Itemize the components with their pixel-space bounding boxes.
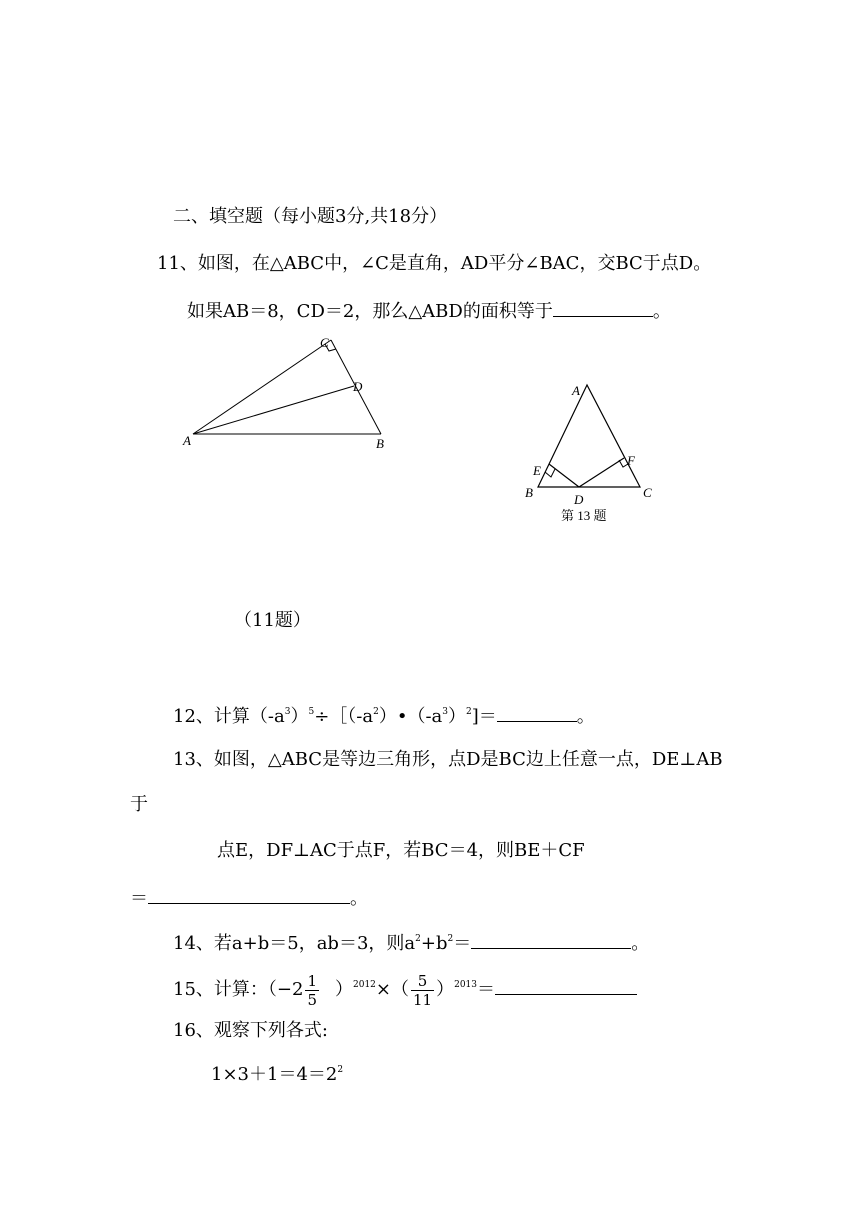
q15-exp2: 2013 [454, 980, 477, 990]
figure-11-caption: （11题） [234, 610, 311, 631]
q14-end: 。 [631, 933, 650, 954]
q15-part1: 15、计算：（−2 [173, 979, 304, 1000]
q16-equation: 1×3＋1＝4＝2 [211, 1064, 338, 1085]
fraction-denominator: 5 [307, 990, 317, 1009]
segment-de [549, 464, 579, 487]
answer-blank-13[interactable] [148, 885, 350, 904]
q12-part3: ÷［（-a [314, 706, 374, 727]
question-11-line1: 11、如图，在△ABC中，∠C是直角，AD平分∠BAC，交BC于点D。 [157, 253, 712, 274]
question-12 [173, 703, 595, 728]
label-c: C [643, 485, 652, 500]
q12-exp1: 3 [284, 707, 291, 717]
answer-blank-14[interactable] [471, 930, 631, 949]
label-d: D [353, 379, 363, 394]
segment-ac [193, 340, 331, 434]
answer-blank-15[interactable] [495, 976, 637, 995]
q12-part2: ） [290, 706, 309, 727]
label-f: F [627, 453, 635, 468]
question-16-eq1 [211, 1064, 343, 1086]
fraction-numerator: 1 [307, 971, 317, 990]
question-14 [173, 930, 649, 955]
q13-end: 。 [350, 888, 368, 909]
question-11-line2 [187, 298, 671, 323]
label-e: E [533, 463, 541, 478]
label-a: A [572, 383, 580, 398]
label-b: B [525, 485, 533, 500]
q12-part4: ）•（-a [378, 706, 443, 727]
question-15 [173, 966, 637, 1014]
q14-part1: 14、若a+b＝5，ab＝3，则a [173, 933, 416, 954]
figure-13-diagram [520, 378, 660, 528]
q12-end: 。 [576, 706, 595, 727]
section-title: 二、填空题（每小题3分,共18分） [173, 206, 448, 227]
segment-ad [193, 386, 354, 434]
q15-part4: ） [436, 979, 455, 1000]
question-11-end: 。 [652, 301, 671, 322]
figure-11-diagram [175, 330, 395, 455]
fraction-numerator: 5 [411, 972, 434, 991]
q12-part5: ） [448, 706, 466, 727]
answer-blank-12[interactable] [497, 703, 577, 722]
label-c: C [320, 335, 329, 350]
label-a: A [183, 433, 191, 448]
q15-exp1: 2012 [353, 980, 376, 990]
q12-exp4: 3 [442, 707, 448, 717]
q15-part3: ×（ [375, 979, 409, 1000]
label-d: D [574, 492, 584, 507]
q12-part6: ]＝ [471, 706, 497, 727]
q12-exp5: 2 [466, 707, 472, 717]
question-13-line1: 13、如图，△ABC是等边三角形，点D是BC边上任意一点，DE⊥AB [173, 749, 723, 770]
q14-exp2: 2 [447, 934, 454, 944]
question-13-line3: 点E，DF⊥AC于点F，若BC＝4，则BE＋CF [217, 840, 585, 861]
question-16-line1: 16、观察下列各式: [173, 1020, 328, 1041]
q16-exp: 2 [337, 1065, 344, 1075]
q15-part5: ＝ [477, 979, 495, 1000]
q15-part2: ） [335, 979, 353, 1000]
q14-exp1: 2 [415, 934, 421, 944]
question-11-text: 如果AB＝8，CD＝2，那么△ABD的面积等于 [187, 301, 553, 322]
fraction-five-elevenths [411, 972, 434, 1009]
label-b: B [376, 436, 384, 451]
fraction-one-fifth [305, 972, 319, 1009]
q12-part1: 12、计算（-a [173, 706, 285, 727]
question-13-line4 [130, 885, 368, 910]
q14-part2: +b [420, 933, 448, 954]
question-13-line2: 于 [130, 794, 148, 815]
fraction-denominator: 11 [413, 990, 433, 1009]
answer-blank-11[interactable] [553, 298, 653, 317]
q13-equals: ＝ [130, 888, 148, 909]
q12-exp2: 5 [308, 707, 315, 717]
figure-13-caption: 第 13 题 [561, 508, 607, 523]
q12-exp3: 2 [373, 707, 379, 717]
q14-part3: ＝ [453, 933, 472, 954]
segment-df [579, 458, 624, 487]
